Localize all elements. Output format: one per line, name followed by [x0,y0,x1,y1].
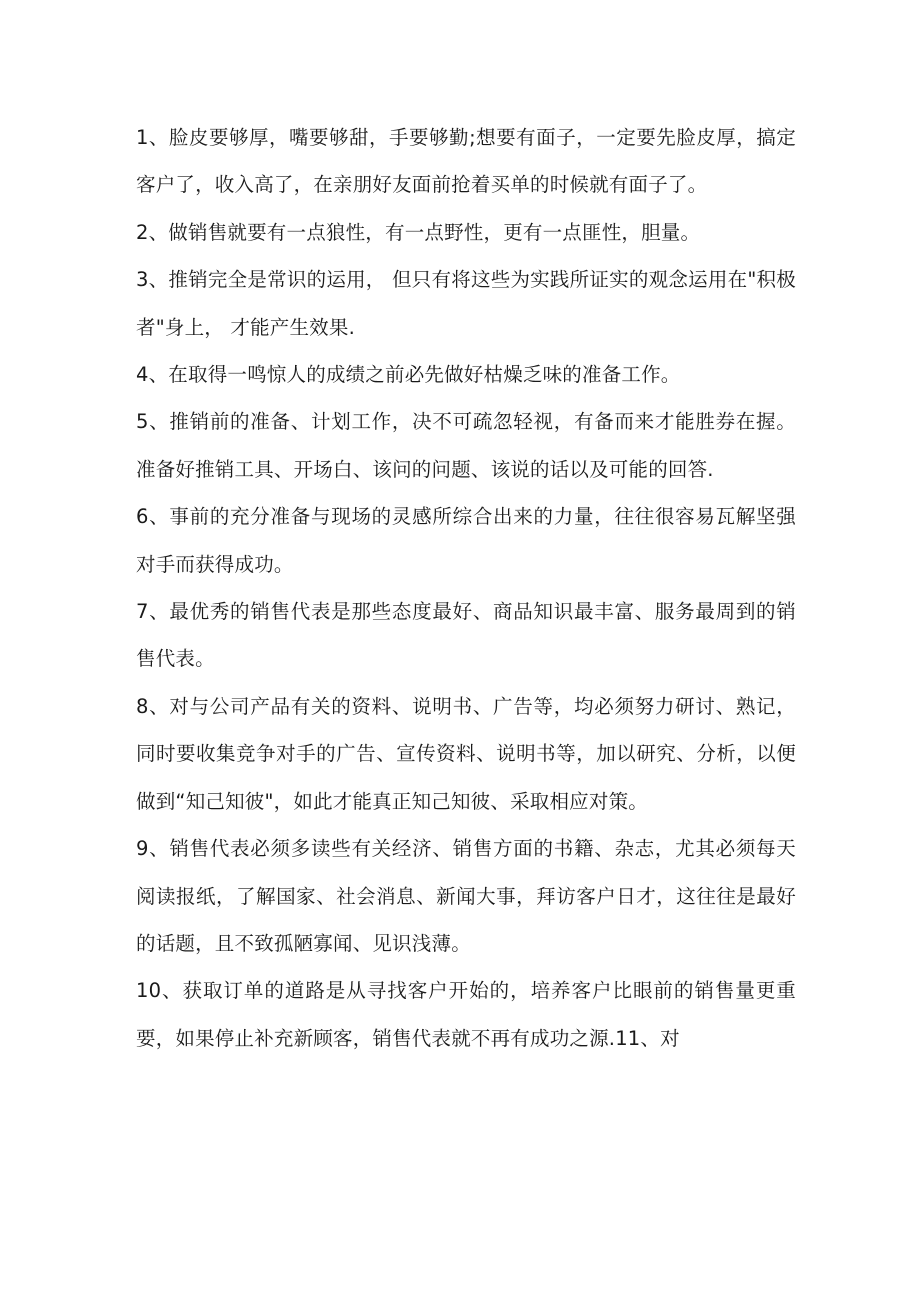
paragraph-5: 5、推销前的准备、计划工作，决不可疏忽轻视，有备而来才能胜券在握。准备好推销工具、开场白、该问的问题、该说的话以及可能的回答. [136,410,796,481]
paragraph-7: 7、最优秀的销售代表是那些态度最好、商品知识最丰富、服务最周到的销售代表。 [136,600,796,671]
paragraph-3: 3、推销完全是常识的运用， 但只有将这些为实践所证实的观念运用在"积极者"身上， 才能产生效果. [136,268,796,339]
paragraph-10: 10、获取订单的道路是从寻找客户开始的，培养客户比眼前的销售量更重要，如果停止补充新顾客，销售代表就不再有成功之源.11、对 [136,979,796,1050]
paragraph-8: 8、对与公司产品有关的资料、说明书、广告等，均必须努力研讨、熟记，同时要收集竞争对手的广告、宣传资料、说明书等，加以研究、分析，以便做到“知己知彼"，如此才能真正知己知彼、采取相应对策。 [136,694,796,813]
paragraph-9: 9、销售代表必须多读些有关经济、销售方面的书籍、杂志，尤其必须每天阅读报纸，了解国家、社会消息、新闻大事，拜访客户日才，这往往是最好的话题，且不致孤陋寡闻、见识浅薄。 [136,837,796,955]
document-body [136,114,796,1062]
paragraph-2: 2、做销售就要有一点狼性，有一点野性，更有一点匪性，胆量。 [136,220,701,244]
paragraph-6: 6、事前的充分准备与现场的灵感所综合出来的力量，往往很容易瓦解坚强对手而获得成功。 [136,505,796,576]
paragraph-1: 1、脸皮要够厚，嘴要够甜，手要够勤;想要有面子，一定要先脸皮厚，搞定客户了，收入高了，在亲朋好友面前抢着买单的时候就有面子了。 [136,126,796,197]
paragraph-4: 4、在取得一鸣惊人的成绩之前必先做好枯燥乏味的准备工作。 [136,363,681,387]
